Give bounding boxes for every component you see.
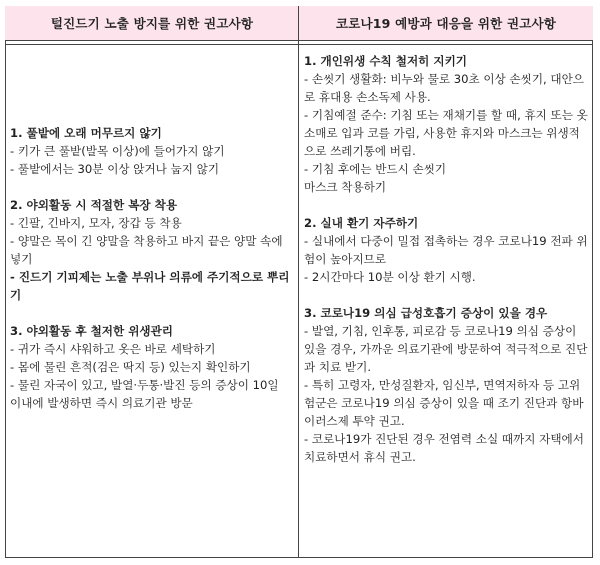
right-section-2-item: - 2시간마다 10분 이상 환기 시행. — [304, 270, 476, 284]
right-section-1-item: - 기침 후에는 반드시 손씻기 — [304, 162, 447, 176]
left-section-1-item: - 키가 큰 풀밭(발목 이상)에 들어가지 않기 — [10, 144, 225, 158]
right-section-3-item: - 코로나19가 진단된 경우 전염력 소실 때까지 자택에서 치료하면서 휴식 권고. — [304, 432, 584, 464]
right-section-1-title: 1. 개인위생 수칙 철저히 지키기 — [304, 54, 468, 68]
right-column-header: 코로나19 예방과 대응을 위한 권고사항 — [299, 6, 593, 41]
right-section-3-item: - 발열, 기침, 인후통, 피로감 등 코로나19 의심 증상이 있을 경우, 가까운 의료기관에 방문하여 적극적으로 진단과 치료 받기. — [304, 324, 588, 374]
left-section-2-item: - 진드기 기피제는 노출 부위나 의류에 주기적으로 뿌리기 — [10, 270, 290, 302]
left-section-3-item: - 몸에 물린 흔적(검은 딱지 등) 있는지 확인하기 — [10, 360, 251, 374]
left-section-3-title: 3. 야외활동 후 철저한 위생관리 — [10, 324, 174, 338]
right-column-body — [304, 52, 588, 466]
right-section-2-title: 2. 실내 환기 자주하기 — [304, 216, 419, 230]
left-section-2-item: - 양말은 목이 긴 양말을 착용하고 바지 끝은 양말 속에 넣기 — [10, 234, 283, 266]
right-section-1-item: - 손씻기 생활화: 비누와 물로 30초 이상 손씻기, 대안으로 휴대용 손소독제 사용. — [304, 72, 585, 104]
left-section-1-title: 1. 풀밭에 오래 머무르지 않기 — [10, 126, 162, 140]
left-section-2-item: - 긴팔, 긴바지, 모자, 장갑 등 착용 — [10, 216, 182, 230]
right-section-3-title: 3. 코로나19 의심 급성호흡기 증상이 있을 경우 — [304, 306, 548, 320]
right-section-2-item: - 실내에서 다중이 밀접 접촉하는 경우 코로나19 전파 위험이 높아지므로 — [304, 234, 588, 266]
left-column-body — [10, 52, 294, 412]
right-section-1-item: - 기침예절 준수: 기침 또는 재채기를 할 때, 휴지 또는 옷소매로 입과 코를 가림, 사용한 휴지와 마스크는 위생적으로 쓰레기통에 버림. — [304, 108, 588, 158]
left-section-2-title: 2. 야외활동 시 적절한 복장 착용 — [10, 198, 178, 212]
right-section-1-item: 마스크 착용하기 — [304, 180, 387, 194]
right-section-3-item: - 특히 고령자, 만성질환자, 임신부, 면역저하자 등 고위험군은 코로나19 의심 증상이 있을 때 조기 진단과 항바이러스제 투약 권고. — [304, 378, 584, 428]
left-column-header: 털진드기 노출 방지를 위한 권고사항 — [5, 6, 299, 41]
header-divider — [5, 44, 593, 45]
left-section-3-item: - 물린 자국이 있고, 발열·두통·발진 등의 증상이 10일 이내에 발생하면 즉시 의료기관 방문 — [10, 378, 279, 410]
left-section-3-item: - 귀가 즉시 샤워하고 옷은 바로 세탁하기 — [10, 342, 216, 356]
left-section-1-item: - 풀밭에서는 30분 이상 앉거나 눕지 않기 — [10, 162, 220, 176]
column-divider — [298, 6, 299, 558]
